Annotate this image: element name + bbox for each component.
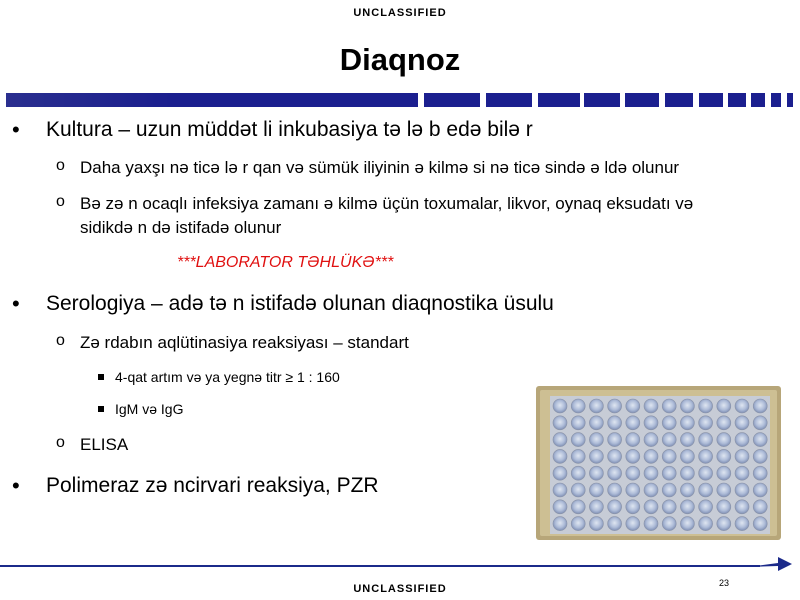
- plate-well: [699, 517, 713, 531]
- plate-well: [644, 466, 658, 480]
- plate-well: [735, 416, 749, 430]
- plate-well: [662, 399, 676, 413]
- plate-well: [571, 466, 585, 480]
- sub-bullet-results: Daha yaxşı nə ticə lə r qan və sümük iliyinin ə kilmə si nə ticə sində ə ldə olunur: [80, 158, 680, 177]
- plate-well: [626, 466, 640, 480]
- plate-well: [626, 416, 640, 430]
- plate-well: [644, 483, 658, 497]
- sub-bullet-focal-infection-line2: sidikdə n də istifadə olunur: [80, 218, 282, 237]
- sub-bullet-agglutination: Zə rdabın aqlütinasiya reaksiyası – standart: [80, 333, 409, 352]
- bullet-marker: •: [12, 291, 20, 316]
- plate-well: [571, 517, 585, 531]
- plate-well: [589, 449, 603, 463]
- classification-bottom: UNCLASSIFIED: [353, 583, 447, 595]
- plate-well: [644, 500, 658, 514]
- bullet-culture: Kultura – uzun müddət li inkubasiya tə lə b edə bilə r: [46, 118, 533, 141]
- plate-well: [753, 466, 767, 480]
- footer-rule: [0, 565, 760, 567]
- plate-well: [662, 483, 676, 497]
- plate-well: [735, 517, 749, 531]
- bullet-marker: •: [12, 117, 20, 142]
- plate-well: [735, 466, 749, 480]
- plate-well: [735, 399, 749, 413]
- plate-well: [680, 500, 694, 514]
- plate-well: [644, 416, 658, 430]
- plate-well: [717, 466, 731, 480]
- plate-well: [608, 500, 622, 514]
- plate-well: [626, 433, 640, 447]
- plate-well: [717, 517, 731, 531]
- sub-bullet-focal-infection-line1: Bə zə n ocaqlı infeksiya zamanı ə kilmə üçün toxumalar, likvor, oynaq eksudatı və: [80, 194, 694, 213]
- plate-well: [644, 449, 658, 463]
- plate-well: [553, 483, 567, 497]
- plate-well: [680, 483, 694, 497]
- plate-well: [608, 483, 622, 497]
- plate-well: [699, 466, 713, 480]
- plate-well: [589, 500, 603, 514]
- plate-well: [608, 416, 622, 430]
- plate-well: [608, 466, 622, 480]
- plate-well: [717, 449, 731, 463]
- plate-well: [699, 449, 713, 463]
- sub-bullet-marker: o: [56, 193, 65, 210]
- plate-well: [553, 500, 567, 514]
- plate-well: [571, 483, 585, 497]
- plate-well: [608, 449, 622, 463]
- plate-well: [717, 483, 731, 497]
- plate-well: [662, 449, 676, 463]
- plate-well: [608, 517, 622, 531]
- plate-well: [717, 399, 731, 413]
- plate-well: [608, 433, 622, 447]
- plate-well: [626, 399, 640, 413]
- plate-well: [662, 500, 676, 514]
- plate-well: [753, 449, 767, 463]
- plate-well: [644, 399, 658, 413]
- bullet-marker: •: [12, 473, 20, 498]
- plate-well: [589, 399, 603, 413]
- plate-well: [626, 500, 640, 514]
- plate-well: [699, 483, 713, 497]
- plate-well: [571, 433, 585, 447]
- plate-well: [553, 517, 567, 531]
- plate-well: [735, 500, 749, 514]
- plate-well: [753, 500, 767, 514]
- slide-title: Diaqnoz: [339, 42, 461, 77]
- plate-well: [626, 517, 640, 531]
- plate-well: [589, 517, 603, 531]
- header-bar: [6, 93, 796, 107]
- plate-well: [699, 399, 713, 413]
- sub-bullet-marker: o: [56, 157, 65, 174]
- lab-hazard-warning: ***LABORATOR TƏHLÜKƏ***: [177, 254, 394, 271]
- plate-well: [680, 399, 694, 413]
- plate-well: [662, 416, 676, 430]
- plate-well: [680, 433, 694, 447]
- plate-well: [589, 416, 603, 430]
- plate-well: [644, 433, 658, 447]
- square-bullet-marker: [98, 406, 104, 412]
- sub-sub-bullet-titer: 4-qat artım və ya yegnə titr ≥ 1 : 160: [115, 369, 340, 385]
- plate-well: [662, 433, 676, 447]
- plate-well: [662, 466, 676, 480]
- plate-well: [680, 416, 694, 430]
- plate-well: [753, 517, 767, 531]
- plate-well: [589, 433, 603, 447]
- plate-well: [608, 399, 622, 413]
- plate-well: [717, 416, 731, 430]
- sub-sub-bullet-igm-igg: IgM və IgG: [115, 401, 184, 417]
- plate-well: [626, 449, 640, 463]
- plate-well: [753, 433, 767, 447]
- plate-well: [626, 483, 640, 497]
- arrow-icon: [748, 555, 792, 573]
- plate-well: [717, 500, 731, 514]
- plate-well: [553, 416, 567, 430]
- plate-well: [553, 399, 567, 413]
- plate-well: [553, 433, 567, 447]
- plate-well: [699, 433, 713, 447]
- plate-well: [717, 433, 731, 447]
- plate-well: [589, 483, 603, 497]
- sub-bullet-elisa: ELISA: [80, 435, 129, 454]
- sub-bullet-marker: o: [56, 434, 65, 451]
- bullet-serology: Serologiya – adə tə n istifadə olunan diaqnostika üsulu: [46, 292, 554, 315]
- plate-well: [589, 466, 603, 480]
- plate-well: [553, 466, 567, 480]
- plate-well: [662, 517, 676, 531]
- plate-well: [553, 449, 567, 463]
- plate-well: [753, 483, 767, 497]
- plate-well: [571, 449, 585, 463]
- plate-well: [571, 500, 585, 514]
- plate-well: [699, 416, 713, 430]
- plate-well: [735, 449, 749, 463]
- page-number: 23: [719, 578, 730, 588]
- microplate-image: [536, 386, 781, 540]
- square-bullet-marker: [98, 374, 104, 380]
- classification-top: UNCLASSIFIED: [353, 7, 447, 19]
- plate-well: [680, 449, 694, 463]
- plate-well: [680, 466, 694, 480]
- plate-well: [735, 433, 749, 447]
- plate-well: [644, 517, 658, 531]
- plate-well: [680, 517, 694, 531]
- plate-well: [699, 500, 713, 514]
- plate-well: [753, 399, 767, 413]
- bullet-pcr: Polimeraz zə ncirvari reaksiya, PZR: [46, 474, 379, 497]
- plate-well: [753, 416, 767, 430]
- sub-bullet-marker: o: [56, 332, 65, 349]
- plate-well: [571, 416, 585, 430]
- plate-well: [735, 483, 749, 497]
- plate-well: [571, 399, 585, 413]
